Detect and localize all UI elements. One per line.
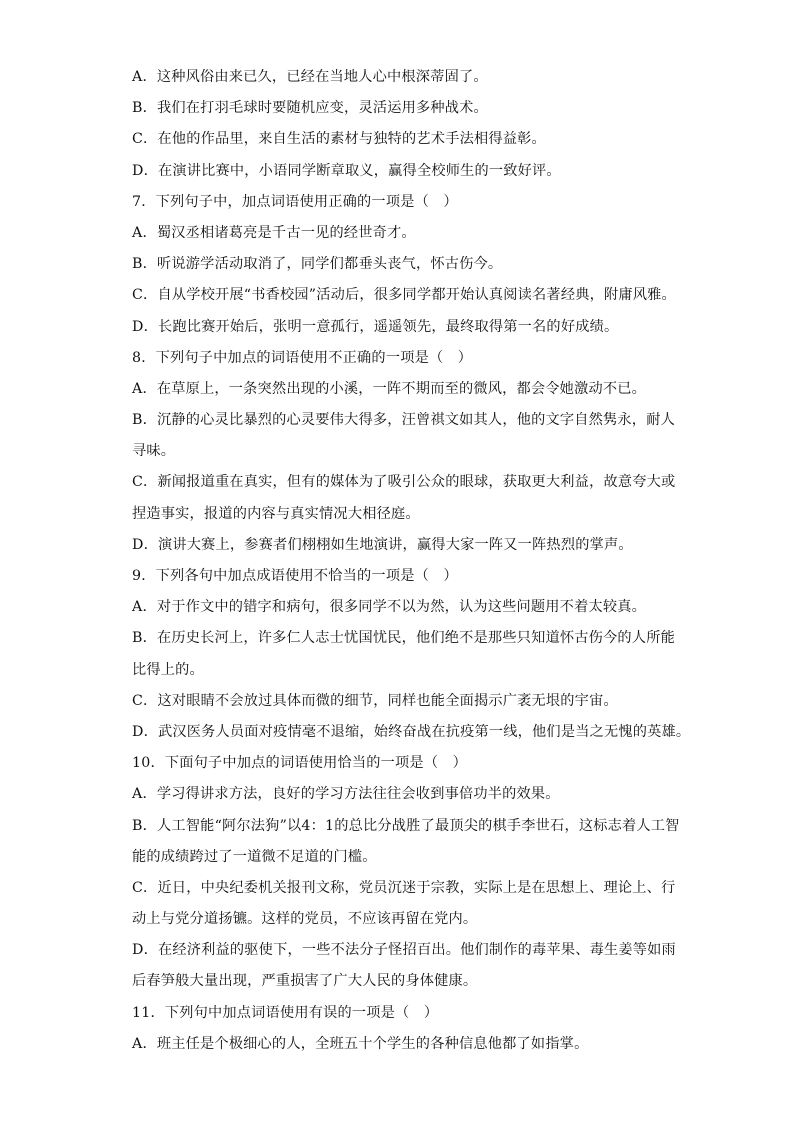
- text-line: D．演讲大赛上，参赛者们栩栩如生地演讲，赢得大家一阵又一阵热烈的掌声。: [132, 536, 633, 553]
- text-line: A．在草原上，一条突然出现的小溪，一阵不期而至的微风，都会令她激动不已。: [132, 380, 647, 397]
- text-line: A．这种风俗由来已久，已经在当地人心中根深蒂固了。: [132, 69, 488, 85]
- question-text-block: [132, 62, 691, 1060]
- text-line: C．自从学校开展“书香校园”活动后，很多同学都开始认真阅读名著经典，附庸风雅。: [132, 287, 676, 304]
- text-line: 比得上的。: [132, 661, 204, 678]
- text-line: C．近日，中央纪委机关报刊文称，党员沉迷于宗教，实际上是在思想上、理论上、行: [132, 879, 676, 896]
- question-11-stem: 11．下列句中加点词语使用有误的一项是（ ）: [132, 1004, 439, 1021]
- text-line: 能的成绩跨过了一道微不足道的门槛。: [132, 848, 377, 865]
- text-line: A．学习得讲求方法，良好的学习方法往往会收到事倍功半的效果。: [132, 786, 560, 803]
- question-9-stem: 9．下列各句中加点成语使用不恰当的一项是（ ）: [132, 568, 458, 584]
- text-line: B．在历史长河上，许多仁人志士忧国忧民，他们绝不是那些只知道怀古伤今的人所能: [132, 630, 675, 647]
- text-line: 捏造事实，报道的内容与真实情况大相径庭。: [132, 505, 420, 522]
- text-line: D．长跑比赛开始后，张明一意孤行，遥遥领先，最终取得第一名的好成绩。: [132, 318, 619, 335]
- text-line: 动上与党分道扬镳。这样的党员，不应该再留在党内。: [132, 911, 478, 928]
- text-line: C．新闻报道重在真实，但有的媒体为了吸引公众的眼球，获取更大利益，故意夸大或: [132, 474, 676, 491]
- text-line: 后春笋般大量出现，严重损害了广大人民的身体健康。: [132, 973, 478, 990]
- question-7-stem: 7．下列句子中，加点词语使用正确的一项是（ ）: [132, 193, 458, 210]
- text-line: C．在他的作品里，来自生活的素材与独特的艺术手法相得益彰。: [132, 131, 546, 148]
- text-line: D．武汉医务人员面对疫情毫不退缩，始终奋战在抗疫第一线，他们是当之无愧的英雄。: [132, 723, 691, 740]
- question-10-stem: 10．下面句子中加点的词语使用恰当的一项是（ ）: [132, 755, 467, 772]
- text-line: A．蜀汉丞相诸葛亮是千古一见的经世奇才。: [132, 224, 416, 241]
- text-line: A．班主任是个极细心的人，全班五十个学生的各种信息他都了如指掌。: [132, 1035, 589, 1052]
- text-line: D．在演讲比赛中，小语同学断章取义，赢得全校师生的一致好评。: [132, 162, 561, 179]
- text-line: B．我们在打羽毛球时要随机应变，灵活运用多种战术。: [132, 100, 488, 117]
- text-line: B．听说游学活动取消了，同学们都垂头丧气，怀古伤今。: [132, 256, 503, 273]
- text-line: A．对于作文中的错字和病句，很多同学不以为然，认为这些问题用不着太较真。: [132, 599, 647, 616]
- question-8-stem: 8．下列句子中加点的词语使用不正确的一项是（ ）: [132, 349, 473, 366]
- text-line: 寻味。: [132, 443, 176, 460]
- text-line: C．这对眼睛不会放过具体而微的细节，同样也能全面揭示广袤无垠的宇宙。: [132, 692, 618, 709]
- text-line: B．沉静的心灵比暴烈的心灵要伟大得多，汪曾祺文如其人，他的文字自然隽永，耐人: [132, 412, 675, 429]
- text-line: D．在经济利益的驱使下，一些不法分子怪招百出。他们制作的毒苹果、毒生姜等如雨: [132, 942, 676, 959]
- text-line: B．人工智能“阿尔法狗”以4：1的总比分战胜了最顶尖的棋手李世石，这标志着人工智: [132, 817, 680, 834]
